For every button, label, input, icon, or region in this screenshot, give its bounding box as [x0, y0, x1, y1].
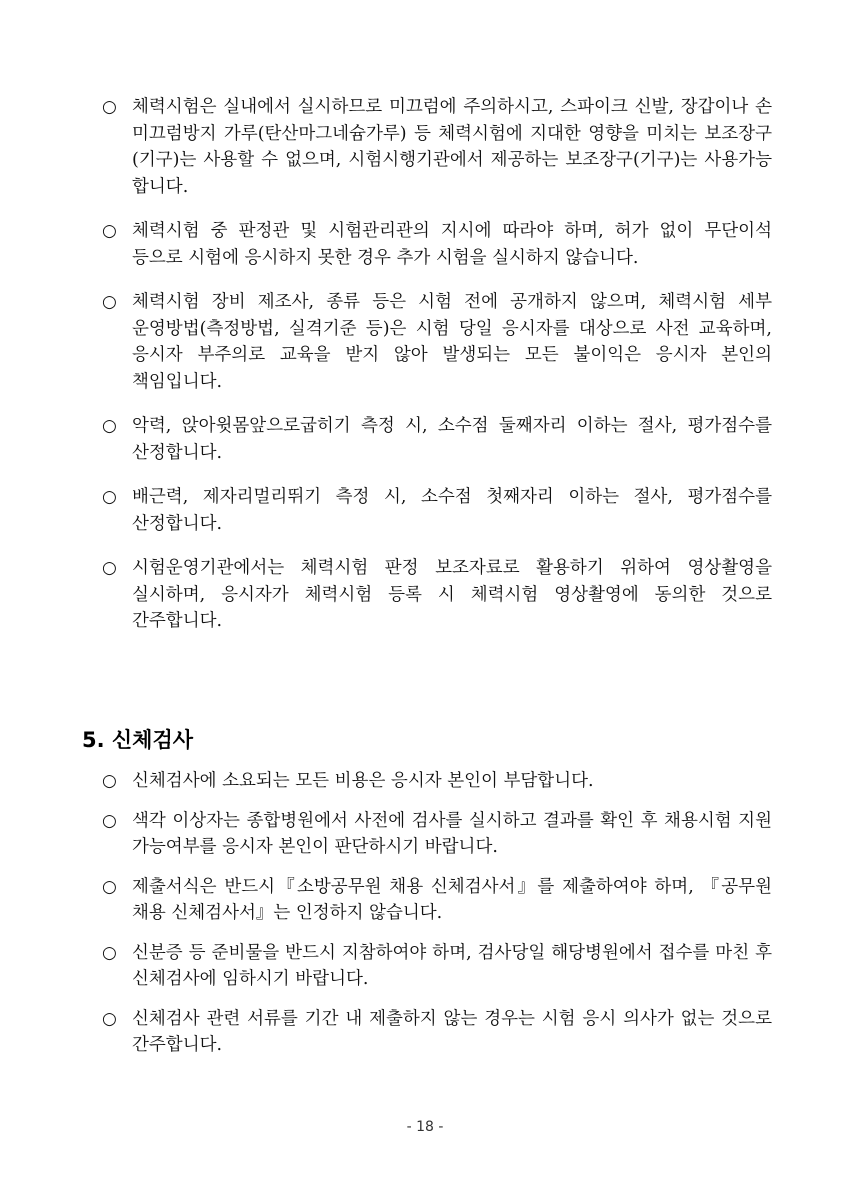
list-item-text: 신체검사에 소요되는 모든 비용은 응시자 본인이 부담합니다.: [132, 771, 594, 791]
medical-exam-notes-list: [102, 768, 772, 1072]
list-item-text: 시험운영기관에서는 체력시험 판정 보조자료로 활용하기 위하여 영상촬영을 실시하며, 응시자가 체력시험 등록 시 체력시험 영상촬영에 동의한 것으로 간주합니다.: [132, 558, 772, 631]
physical-test-notes-list: [102, 94, 772, 653]
circle-bullet-icon: ○: [102, 558, 117, 578]
circle-bullet-icon: ○: [102, 97, 117, 117]
list-item-text: 제출서식은 반드시『소방공무원 채용 신체검사서』를 제출하여야 하며, 『공무원 채용 신체검사서』는 인정하지 않습니다.: [132, 876, 772, 923]
list-item-text: 악력, 앉아윗몸앞으로굽히기 측정 시, 소수점 둘째자리 이하는 절사, 평가점수를 산정합니다.: [132, 416, 772, 463]
circle-bullet-icon: ○: [102, 221, 117, 241]
circle-bullet-icon: ○: [102, 876, 117, 897]
circle-bullet-icon: ○: [102, 292, 117, 312]
list-item-text: 신체검사 관련 서류를 기간 내 제출하지 않는 경우는 시험 응시 의사가 없는 것으로 간주합니다.: [132, 1008, 772, 1055]
section-heading: 5. 신체검사: [82, 728, 194, 752]
list-item: [102, 94, 772, 200]
circle-bullet-icon: ○: [102, 942, 117, 963]
list-item-text: 체력시험 중 판정관 및 시험관리관의 지시에 따라야 하며, 허가 없이 무단이석 등으로 시험에 응시하지 못한 경우 추가 시험을 실시하지 않습니다.: [132, 221, 772, 268]
list-item: [102, 555, 772, 635]
list-item-text: 체력시험 장비 제조사, 종류 등은 시험 전에 공개하지 않으며, 체력시험 세부 운영방법(측정방법, 실격기준 등)은 시험 당일 응시자를 대상으로 사전 교육하며, 응시자 부주의로 교육을 받지 않아 발생되는 모든 불이익은 응시자 본인의 책임입니다.: [132, 292, 772, 392]
list-item: [102, 874, 772, 927]
list-item: [102, 768, 772, 795]
circle-bullet-icon: ○: [102, 1008, 117, 1029]
list-item-text: 체력시험은 실내에서 실시하므로 미끄럼에 주의하시고, 스파이크 신발, 장갑이나 손 미끄럼방지 가루(탄산마그네슘가루) 등 체력시험에 지대한 영향을 미치는 보조장구(기구)는 사용할 수 없으며, 시험시행기관에서 제공하는 보조장구(기구)는 사용가능 합니다.: [132, 97, 772, 197]
circle-bullet-icon: ○: [102, 771, 117, 791]
list-item-text: 신분증 등 준비물을 반드시 지참하여야 하며, 검사당일 해당병원에서 접수를 마친 후 신체검사에 임하시기 바랍니다.: [132, 942, 772, 989]
circle-bullet-icon: ○: [102, 487, 117, 507]
list-item: [102, 413, 772, 466]
list-item: [102, 808, 772, 861]
circle-bullet-icon: ○: [102, 810, 117, 831]
list-item-text: 배근력, 제자리멀리뛰기 측정 시, 소수점 첫째자리 이하는 절사, 평가점수를 산정합니다.: [132, 487, 772, 534]
list-item: [102, 484, 772, 537]
list-item: [102, 1006, 772, 1059]
page-number: - 18 -: [406, 1119, 444, 1135]
list-item: [102, 289, 772, 395]
list-item: [102, 940, 772, 993]
list-item: [102, 218, 772, 271]
list-item-text: 색각 이상자는 종합병원에서 사전에 검사를 실시하고 결과를 확인 후 채용시험 지원 가능여부를 응시자 본인이 판단하시기 바랍니다.: [132, 810, 772, 857]
circle-bullet-icon: ○: [102, 416, 117, 436]
